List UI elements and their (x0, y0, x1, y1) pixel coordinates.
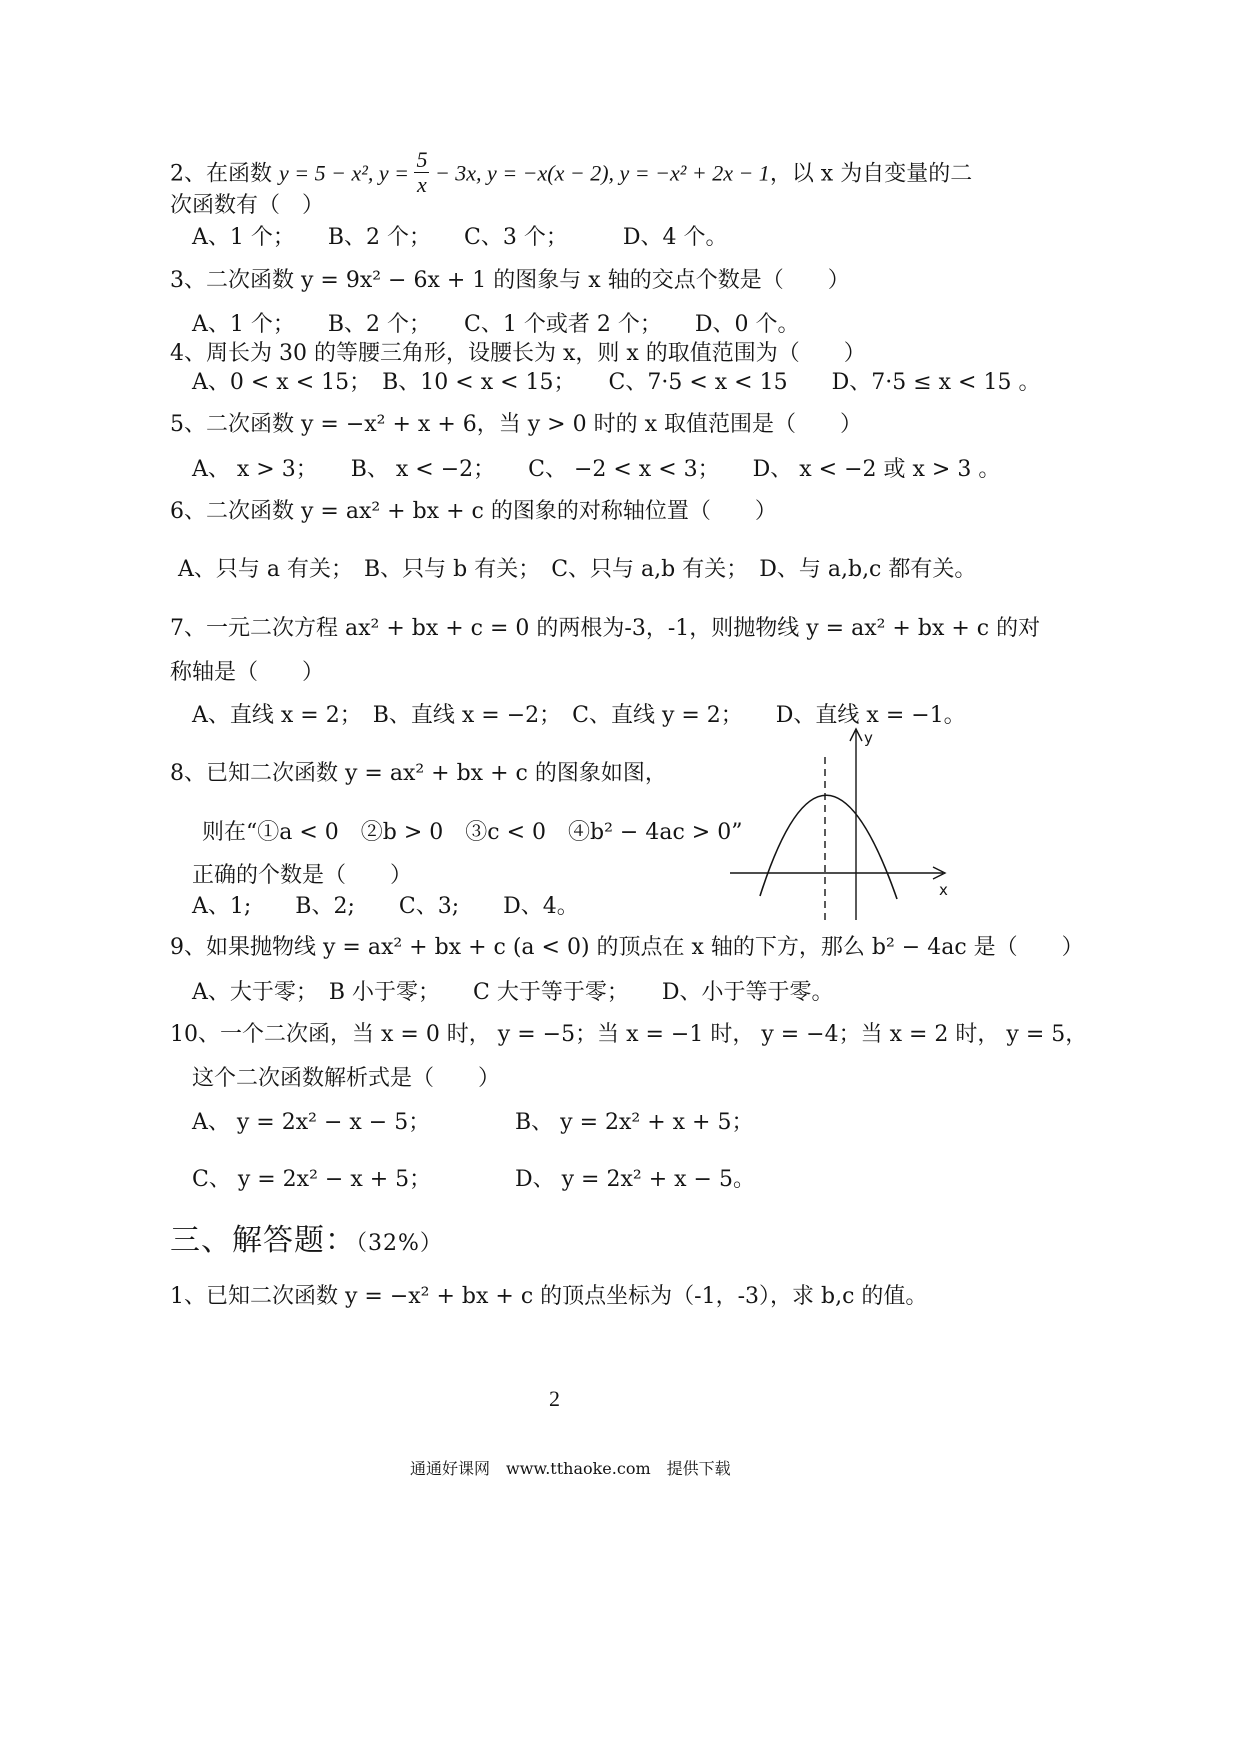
answer-q1: 1、已知二次函数 y = −x² + bx + c 的顶点坐标为（-1，-3），求 b,c 的值。 (170, 1284, 928, 1309)
q7-line2: 称轴是（ ） (170, 660, 325, 685)
q9-stem: 9、如果抛物线 y = ax² + bx + c (a < 0) 的顶点在 x 轴的下方，那么 b² − 4ac 是（ ） (170, 935, 1084, 960)
q2-suffix: ，以 x 为自变量的二 (769, 161, 973, 187)
q6-stem: 6、二次函数 y = ax² + bx + c 的图象的对称轴位置（ ） (170, 499, 777, 524)
q2-fraction (414, 148, 429, 197)
section3-heading (170, 1222, 443, 1263)
graph-x-label: x (939, 881, 948, 899)
footer-credit: 通通好课网 www.tthaoke.com 提供下载 (410, 1459, 731, 1478)
q10-line1: 10、一个二次函，当 x = 0 时， y = −5；当 x = −1 时， y = −4；当 x = 2 时， y = 5， (170, 1022, 1088, 1047)
graph-parabola (760, 795, 897, 899)
q8-parabola-graph (725, 725, 955, 925)
q7-line1: 7、一元二次方程 ax² + bx + c = 0 的两根为-3，-1，则抛物线 y = ax² + bx + c 的对 (170, 616, 1041, 641)
q10-line2: 这个二次函数解析式是（ ） (192, 1066, 501, 1091)
q4-stem: 4、周长为 30 的等腰三角形，设腰长为 x，则 x 的取值范围为（ ） (170, 341, 866, 366)
q6-options: A、只与 a 有关； B、只与 b 有关； C、只与 a,b 有关； D、与 a,b,c 都有关。 (178, 557, 977, 582)
q8-question: 正确的个数是（ ） (192, 863, 413, 888)
q8-stem: 8、已知二次函数 y = ax² + bx + c 的图象如图， (170, 761, 667, 786)
q3-options: A、1 个； B、2 个； C、1 个或者 2 个； D、0 个。 (192, 312, 800, 337)
q2-line2: 次函数有（ ） (170, 193, 325, 218)
section3-weight: （32%） (356, 1231, 443, 1256)
q2-fraction-num: 5 (416, 147, 428, 172)
q10-option-d: D、 y = 2x² + x − 5。 (515, 1167, 755, 1192)
page-number: 2 (549, 1386, 560, 1411)
q10-option-a: A、 y = 2x² − x − 5； (192, 1110, 431, 1135)
q4-options: A、0 < x < 15； B、10 < x < 15； C、7·5 < x < 15 D、7·5 ≤ x < 15 。 (192, 370, 1041, 395)
q8-conditions: 则在“①a < 0 ②b > 0 ③c < 0 ④b² − 4ac > 0” (202, 820, 743, 845)
q7-options: A、直线 x = 2； B、直线 x = −2； C、直线 y = 2； D、直线 x = −1。 (192, 703, 966, 728)
q5-stem: 5、二次函数 y = −x² + x + 6，当 y > 0 时的 x 取值范围是（ ） (170, 412, 862, 437)
q3-stem: 3、二次函数 y = 9x² − 6x + 1 的图象与 x 轴的交点个数是（ ） (170, 268, 850, 293)
q2-prefix: 2、在函数 (170, 161, 279, 187)
q2-formula-b: − 3x, y = −x(x − 2), y = −x² + 2x − 1 (429, 160, 770, 186)
graph-y-label: y (864, 729, 873, 747)
q8-options: A、1; B、2; C、3; D、4。 (192, 894, 579, 919)
q10-option-b: B、 y = 2x² + x + 5； (515, 1110, 754, 1135)
section3-title: 三、解答题： (170, 1223, 356, 1258)
q2-fraction-den: x (417, 172, 427, 197)
q9-options: A、大于零； B 小于零； C 大于等于零； D、小于等于零。 (192, 980, 834, 1005)
q2-options: A、1 个； B、2 个； C、3 个； D、4 个。 (192, 225, 728, 250)
q5-options: A、 x > 3； B、 x < −2； C、 −2 < x < 3； D、 x < −2 或 x > 3 。 (192, 457, 1001, 482)
q10-option-c: C、 y = 2x² − x + 5； (192, 1167, 432, 1192)
q2-formula-a: y = 5 − x², y = (279, 160, 415, 186)
